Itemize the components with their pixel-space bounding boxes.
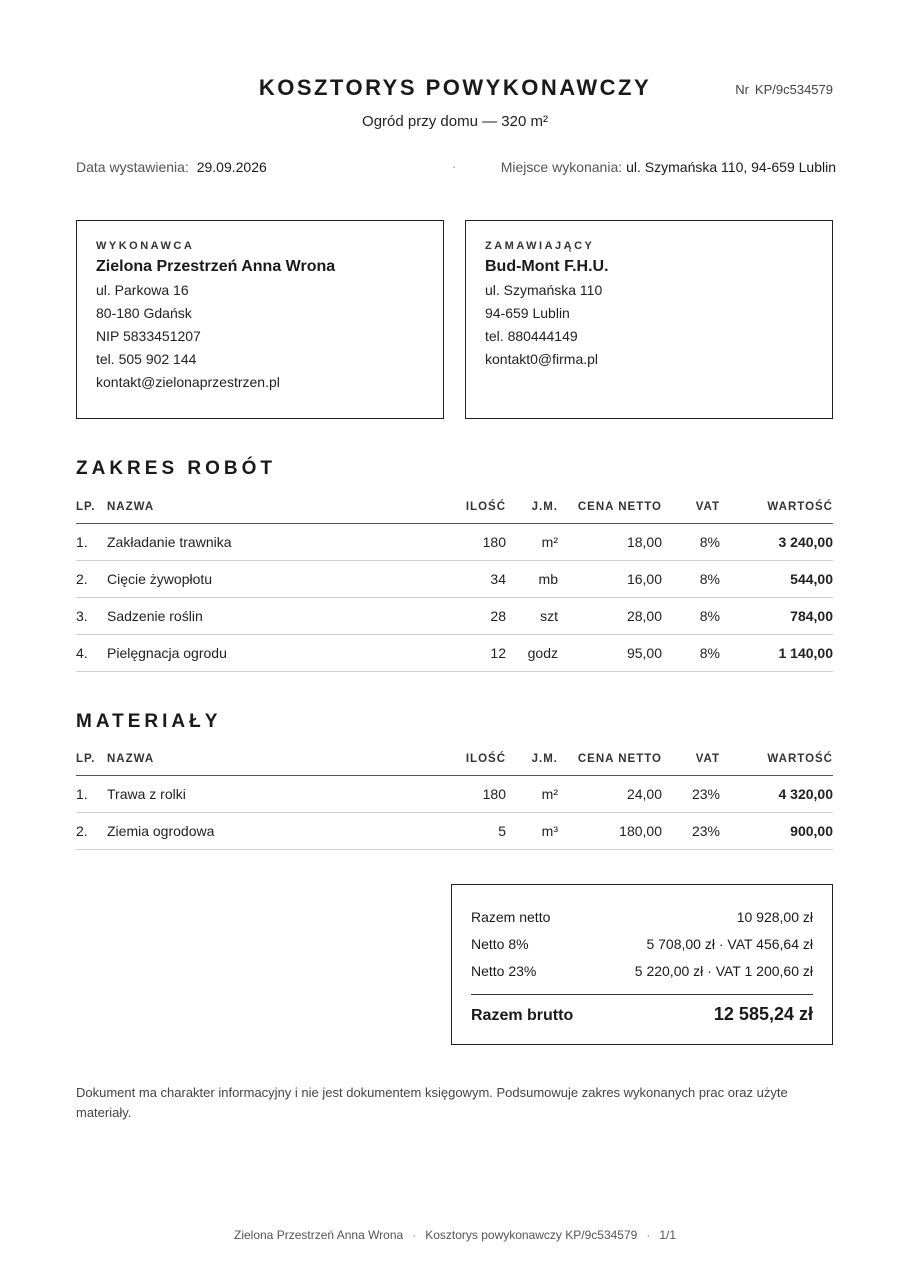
table-row [76,560,833,597]
client-name: Bud-Mont F.H.U. [485,258,609,275]
disclaimer-note: Dokument ma charakter informacyjny i nie jest dokumentem księgowym. Podsumowuje zakres wykonanych prac oraz użyte materiały. [76,1085,788,1120]
summary-net23-label: Netto 23% [471,963,537,979]
summary-divider [471,994,813,995]
table-header-row [76,491,833,523]
client-email: kontakt0@firma.pl [485,351,599,367]
row-lp: 3. [76,597,107,634]
row-price: 95,00 [558,634,662,671]
row-value: 784,00 [720,597,833,634]
summary-gross-label: Razem brutto [471,1007,574,1024]
row-lp: 4. [76,634,107,671]
column-header-value: WARTOŚĆ [720,491,833,523]
row-vat: 23% [662,812,720,849]
summary-gross-value: 12 585,24 zł [713,1004,813,1024]
row-qty: 34 [452,560,506,597]
row-lp: 2. [76,812,107,849]
footer-company: Zielona Przestrzeń Anna Wrona [234,1228,404,1242]
row-vat: 8% [662,597,720,634]
row-name: Cięcie żywopłotu [107,560,452,597]
contractor-role: WYKONAWCA [96,240,195,252]
issue-date [76,159,267,175]
client-line: ul. Szymańska 110 [485,282,603,298]
row-unit: szt [506,597,558,634]
work-location-label: Miejsce wykonania: [500,159,623,175]
contractor-box [76,220,444,419]
row-vat: 8% [662,523,720,560]
table-row [76,775,833,812]
row-qty: 180 [452,775,506,812]
summary-net8-row [471,936,813,952]
document-number [735,82,833,97]
column-header-qty: ILOŚĆ [452,491,506,523]
table-row [76,597,833,634]
row-qty: 12 [452,634,506,671]
row-price: 18,00 [558,523,662,560]
client-box [465,220,833,419]
row-name: Ziemia ogrodowa [107,812,452,849]
column-header-lp: LP. [76,491,107,523]
column-header-value: WARTOŚĆ [720,743,833,775]
row-vat: 8% [662,560,720,597]
row-unit: m² [506,775,558,812]
column-header-name: NAZWA [107,743,452,775]
issue-date-label: Data wystawienia: [76,159,189,175]
row-name: Trawa z rolki [107,775,452,812]
client-role: ZAMAWIAJĄCY [485,240,595,252]
row-lp: 1. [76,775,107,812]
document-subtitle: Ogród przy domu — 320 m² [362,113,548,130]
summary-gross-row [471,1004,813,1025]
client-line: 94-659 Lublin [485,305,570,321]
issue-date-value: 29.09.2026 [196,159,267,175]
row-qty: 28 [452,597,506,634]
footer-page: 1/1 [659,1228,676,1242]
summary-net-row [471,909,813,925]
table-row [76,523,833,560]
contractor-line: ul. Parkowa 16 [96,282,189,298]
table-header-row [76,743,833,775]
column-header-unit: J.M. [506,743,558,775]
page-footer [0,1228,910,1242]
summary-net23-row [471,963,813,979]
row-name: Sadzenie roślin [107,597,452,634]
column-header-lp: LP. [76,743,107,775]
materials-table [76,743,833,850]
column-header-name: NAZWA [107,491,452,523]
footer-doc: Kosztorys powykonawczy KP/9c534579 [425,1228,638,1242]
document-number-label: Nr [735,82,749,97]
column-header-unit: J.M. [506,491,558,523]
row-qty: 5 [452,812,506,849]
work-location-value: ul. Szymańska 110, 94-659 Lublin [626,159,836,175]
table-row [76,634,833,671]
row-name: Zakładanie trawnika [107,523,452,560]
row-unit: m³ [506,812,558,849]
summary-net8-label: Netto 8% [471,936,529,952]
contractor-email: kontakt@zielonaprzestrzen.pl [96,374,280,390]
materials-section-title: MATERIAŁY [76,711,222,732]
row-price: 180,00 [558,812,662,849]
works-section-title: ZAKRES ROBÓT [76,458,276,479]
contractor-line: NIP 5833451207 [96,328,201,344]
works-table [76,491,833,672]
row-lp: 1. [76,523,107,560]
footer-separator: · [412,1228,417,1242]
row-price: 24,00 [558,775,662,812]
row-vat: 8% [662,634,720,671]
column-header-vat: VAT [662,743,720,775]
row-value: 3 240,00 [720,523,833,560]
document-title: KOSZTORYS POWYKONAWCZY [258,75,652,100]
contractor-line: tel. 505 902 144 [96,351,197,367]
client-line: tel. 880444149 [485,328,578,344]
summary-net-value: 10 928,00 zł [736,909,813,925]
column-header-qty: ILOŚĆ [452,743,506,775]
row-value: 1 140,00 [720,634,833,671]
contractor-name: Zielona Przestrzeń Anna Wrona [96,258,336,275]
meta-separator: · [452,159,457,174]
document-number-value: KP/9c534579 [754,82,833,97]
summary-box [451,884,833,1045]
row-value: 4 320,00 [720,775,833,812]
summary-net-label: Razem netto [471,909,551,925]
column-header-price: CENA NETTO [558,743,662,775]
row-value: 900,00 [720,812,833,849]
row-unit: godz [506,634,558,671]
column-header-price: CENA NETTO [558,491,662,523]
row-vat: 23% [662,775,720,812]
column-header-vat: VAT [662,491,720,523]
row-lp: 2. [76,560,107,597]
footer-separator: · [646,1228,651,1242]
work-location [501,159,836,175]
summary-net23-value: 5 220,00 zł · VAT 1 200,60 zł [634,963,813,979]
summary-net8-value: 5 708,00 zł · VAT 456,64 zł [646,936,813,952]
row-qty: 180 [452,523,506,560]
row-unit: m² [506,523,558,560]
row-value: 544,00 [720,560,833,597]
row-price: 28,00 [558,597,662,634]
table-row [76,812,833,849]
row-unit: mb [506,560,558,597]
row-name: Pielęgnacja ogrodu [107,634,452,671]
row-price: 16,00 [558,560,662,597]
contractor-line: 80-180 Gdańsk [96,305,192,321]
